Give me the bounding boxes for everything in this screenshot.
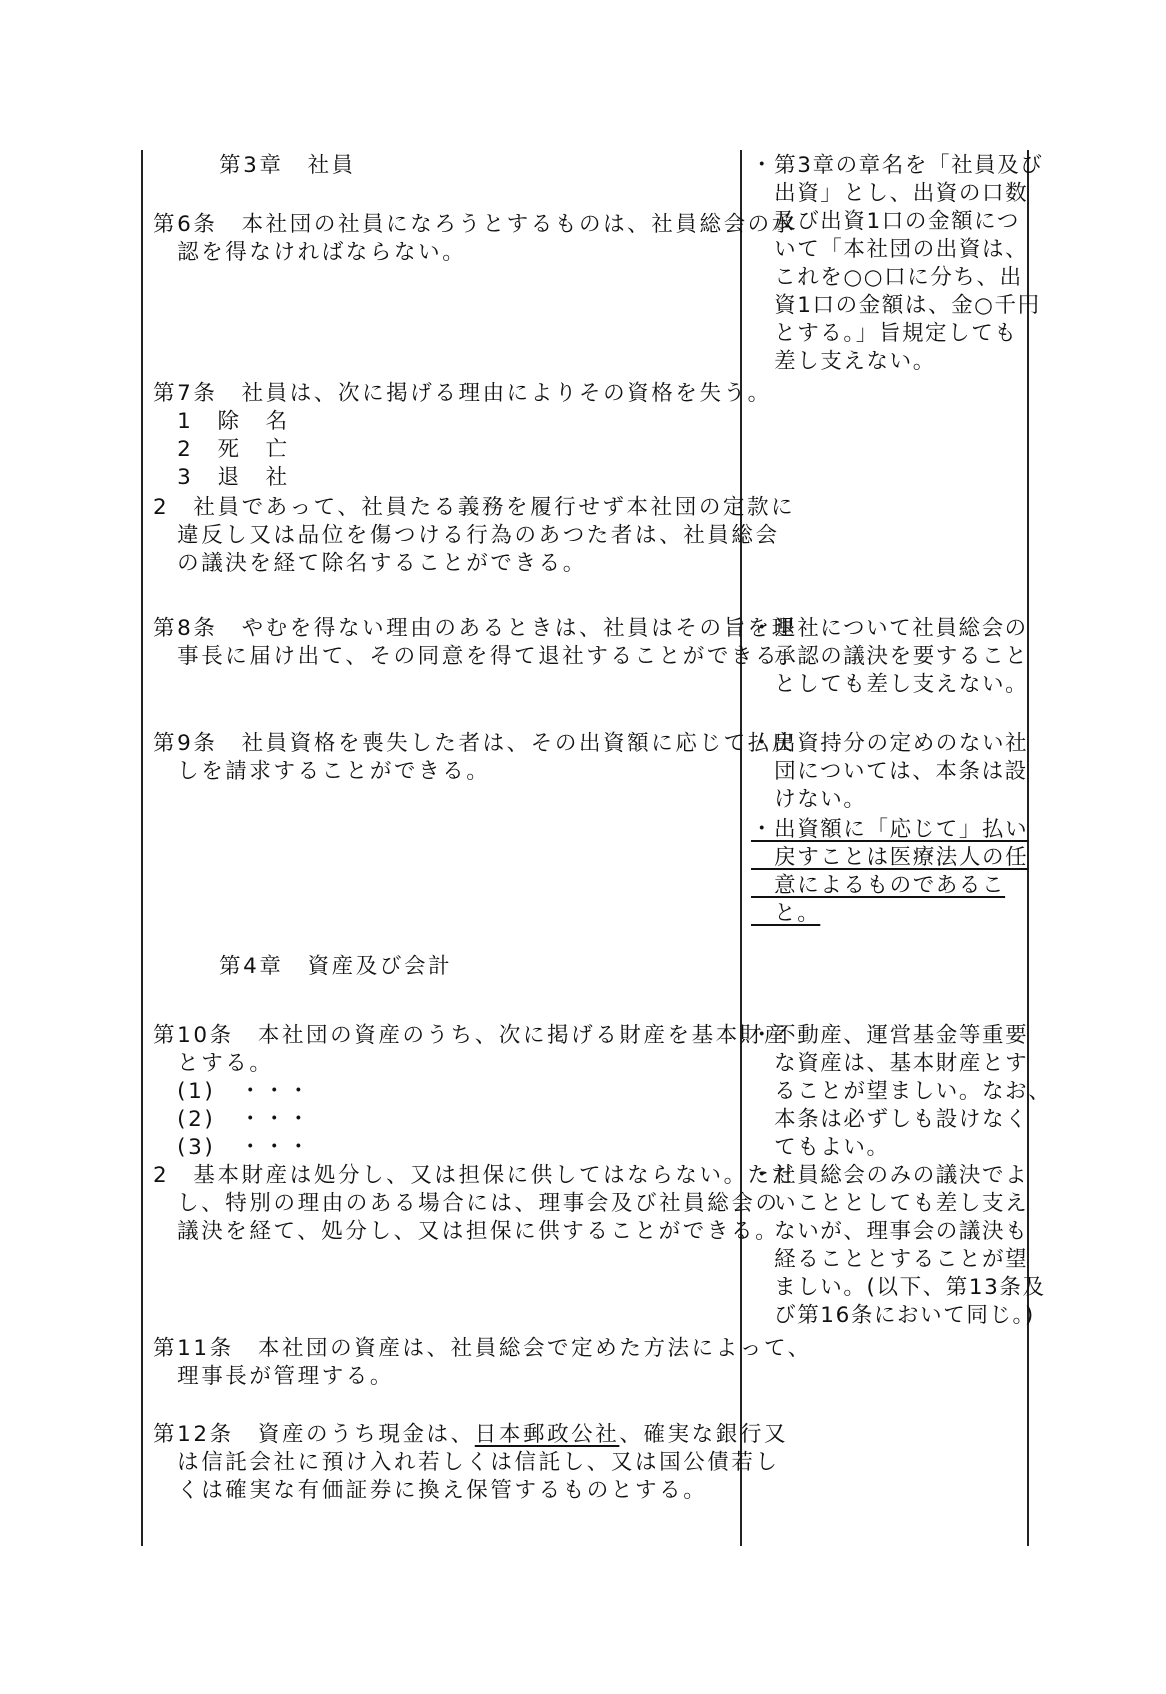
article-line: 議決を経て、処分し、又は担保に供することができる。 xyxy=(153,1219,780,1244)
note-line: ・出資持分の定めのない社 xyxy=(751,731,1029,756)
article-line: 違反し又は品位を傷つける行為のあつた者は、社員総会 xyxy=(153,523,780,548)
article-line: 第6条 本社団の社員になろうとするものは、社員総会の承 xyxy=(153,212,796,237)
article-line: 第10条 本社団の資産のうち、次に掲げる財産を基本財産 xyxy=(153,1023,789,1048)
article-line: 3 退 社 xyxy=(153,465,290,490)
note-line: 意によるものであるこ xyxy=(751,873,1006,898)
note-line: けない。 xyxy=(751,787,867,812)
article-line: (3) ・・・ xyxy=(153,1135,312,1160)
article-line: くは確実な有価証券に換え保管するものとする。 xyxy=(153,1478,708,1503)
note-line: ・出資額に「応じて」払い xyxy=(751,817,1029,842)
note-line: 戻すことは医療法人の任 xyxy=(751,845,1029,870)
article-line: とする。 xyxy=(153,1051,274,1076)
article-line: の議決を経て除名することができる。 xyxy=(153,551,587,576)
left-column-rule xyxy=(141,150,143,1546)
note-line: な資産は、基本財産とす xyxy=(751,1051,1029,1076)
note-line: ・退社について社員総会の xyxy=(751,616,1028,641)
article-line: 第11条 本社団の資産は、社員総会で定めた方法によって、 xyxy=(153,1336,812,1361)
article-12-text-prefix: 第12条 資産のうち現金は、 xyxy=(153,1422,475,1447)
article-line: 2 基本財産は処分し、又は担保に供してはならない。ただ xyxy=(153,1163,796,1188)
article-line: 理事長が管理する。 xyxy=(153,1364,395,1389)
note-line: 及び出資1口の金額につ xyxy=(751,209,1020,234)
article-line: は信託会社に預け入れ若しくは信託し、又は国公債若し xyxy=(153,1450,780,1475)
note-line: ・不動産、運営基金等重要 xyxy=(751,1023,1029,1048)
note-line: としても差し支えない。 xyxy=(751,672,1029,697)
note-line: び第16条において同じ。) xyxy=(751,1303,1035,1328)
article-line xyxy=(153,1421,788,1449)
note-line: てもよい。 xyxy=(751,1135,890,1160)
article-line: (1) ・・・ xyxy=(153,1079,312,1104)
article-line: 第8条 やむを得ない理由のあるときは、社員はその旨を理 xyxy=(153,616,796,641)
article-12-text-suffix: 、確実な銀行又 xyxy=(619,1422,789,1447)
article-line: 第9条 社員資格を喪失した者は、その出資額に応じて払戻 xyxy=(153,731,796,756)
note-line: ないが、理事会の議決も xyxy=(751,1219,1029,1244)
note-line: ることが望ましい。なお、 xyxy=(751,1079,1052,1104)
note-line: と。 xyxy=(751,901,821,926)
article-line: 第7条 社員は、次に掲げる理由によりその資格を失う。 xyxy=(153,381,772,406)
note-line: ましい。(以下、第13条及 xyxy=(751,1275,1046,1300)
note-line: とする。」旨規定しても xyxy=(751,321,1018,346)
chapter-4-title: 第4章 資産及び会計 xyxy=(219,954,453,979)
note-line: 出資」とし、出資の口数 xyxy=(751,181,1029,206)
note-line: 経ることとすることが望 xyxy=(751,1247,1029,1272)
note-line: ・第3章の章名を「社員及び xyxy=(751,153,1044,178)
note-line: いて「本社団の出資は、 xyxy=(751,237,1029,262)
article-line: し、特別の理由のある場合には、理事会及び社員総会の xyxy=(153,1191,780,1216)
note-line: 資1口の金額は、金○千円 xyxy=(751,293,1041,318)
article-line: (2) ・・・ xyxy=(153,1107,312,1132)
article-line: 2 社員であって、社員たる義務を履行せず本社団の定款に xyxy=(153,495,796,520)
underlined-amendment: 日本郵政公社 xyxy=(474,1422,620,1447)
note-line: 団については、本条は設 xyxy=(751,759,1028,784)
note-line: いこととしても差し支え xyxy=(751,1191,1029,1216)
chapter-3-title: 第3章 社員 xyxy=(219,153,356,178)
note-line: 本条は必ずしも設けなく xyxy=(751,1107,1029,1132)
article-line: 事長に届け出て、その同意を得て退社することができる。 xyxy=(153,644,804,669)
article-line: 1 除 名 xyxy=(153,409,290,434)
note-line: 承認の議決を要すること xyxy=(751,644,1029,669)
article-line: しを請求することができる。 xyxy=(153,759,491,784)
article-line: 2 死 亡 xyxy=(153,437,290,462)
note-line: 差し支えない。 xyxy=(751,349,936,374)
note-line: ・社員総会のみの議決でよ xyxy=(751,1163,1029,1188)
article-line: 認を得なければならない。 xyxy=(153,240,467,265)
note-line: これを○○口に分ち、出 xyxy=(751,265,1023,290)
